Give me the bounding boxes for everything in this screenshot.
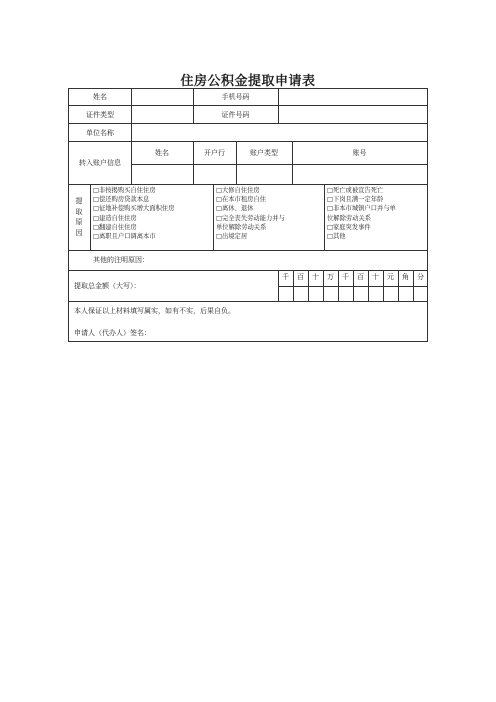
reason-option-continuation: 单位解除劳动关系 bbox=[216, 223, 267, 231]
reason-label bbox=[74, 196, 84, 238]
transfer-header-name: 姓名 bbox=[155, 149, 169, 157]
transfer-header-account-type: 账户类型 bbox=[250, 149, 278, 157]
transfer-bank-field[interactable] bbox=[194, 165, 235, 183]
amount-words-field[interactable] bbox=[159, 272, 277, 300]
row-divider bbox=[69, 270, 427, 271]
application-form bbox=[68, 88, 428, 342]
signature-label: 申请人（代办人）签名： bbox=[74, 329, 151, 337]
phone-field[interactable] bbox=[279, 90, 426, 104]
id-number-field[interactable] bbox=[279, 106, 426, 122]
reason-option[interactable]: □建造自住住房 bbox=[93, 214, 137, 222]
reason-options-col2 bbox=[216, 186, 285, 241]
reason-option[interactable]: □非按揭购买自住住房 bbox=[93, 187, 156, 194]
amount-digits-field[interactable] bbox=[279, 287, 426, 300]
reason-label-char: 因 bbox=[75, 228, 83, 237]
digit-header: 角 bbox=[402, 273, 409, 281]
digit-header: 十 bbox=[372, 273, 379, 281]
reason-options-col3 bbox=[327, 186, 396, 241]
employer-field[interactable] bbox=[132, 124, 426, 140]
digit-header: 万 bbox=[327, 273, 334, 281]
form-title: 住房公积金提取申请表 bbox=[180, 74, 316, 89]
transfer-header-bank: 开户行 bbox=[204, 149, 225, 157]
col-divider bbox=[90, 184, 91, 250]
employer-label: 单位名称 bbox=[86, 129, 114, 137]
digit-header: 千 bbox=[342, 273, 349, 281]
reason-label-char: 取 bbox=[75, 207, 83, 216]
other-reason-field[interactable] bbox=[159, 251, 426, 269]
phone-label: 手机号码 bbox=[221, 93, 250, 101]
row-divider bbox=[69, 184, 427, 185]
reason-option[interactable]: □完全丧失劳动能力并与 bbox=[216, 214, 285, 222]
transfer-header-account-number: 账号 bbox=[352, 149, 367, 157]
name-label: 姓名 bbox=[93, 93, 107, 101]
transfer-label: 转入账户信息 bbox=[79, 159, 121, 167]
digit-header: 百 bbox=[357, 273, 364, 281]
reason-label-char: 提 bbox=[75, 197, 83, 205]
declaration-text: 本人保证以上材料填写属实，如有不实，后果自负。 bbox=[74, 307, 235, 315]
digit-header: 千 bbox=[282, 273, 289, 281]
name-field[interactable] bbox=[132, 90, 192, 104]
reason-option[interactable]: □出境定居 bbox=[216, 232, 248, 240]
col-divider bbox=[213, 184, 214, 250]
reason-label-char: 原 bbox=[75, 218, 83, 226]
id-type-label: 证件类型 bbox=[86, 111, 114, 119]
digit-header: 分 bbox=[417, 273, 424, 281]
digit-header: 十 bbox=[312, 273, 319, 281]
reason-option[interactable]: □家庭突发事件 bbox=[327, 223, 371, 231]
reason-option[interactable]: □征地补偿购买增大面积住房 bbox=[93, 205, 175, 213]
reason-option[interactable]: □死亡或被宣告死亡 bbox=[327, 187, 384, 194]
digit-header: 百 bbox=[297, 273, 304, 281]
reason-option[interactable]: □大修自住住房 bbox=[216, 187, 260, 194]
reason-option[interactable]: □其他 bbox=[327, 232, 346, 240]
reason-option[interactable]: □离职且户口调离本市 bbox=[93, 232, 156, 240]
transfer-account-type-field[interactable] bbox=[237, 165, 291, 183]
row-divider bbox=[69, 141, 427, 142]
reason-option[interactable]: □下岗且满一定年龄 bbox=[327, 196, 384, 204]
transfer-account-number-field[interactable] bbox=[293, 165, 426, 183]
reason-option[interactable]: □非本市城镇户口并与单 bbox=[327, 205, 396, 213]
reason-option-continuation: 位解除劳动关系 bbox=[327, 214, 372, 222]
reason-option[interactable]: □离休、退休 bbox=[216, 205, 254, 213]
col-divider bbox=[324, 184, 325, 250]
signature-field[interactable] bbox=[159, 325, 359, 339]
id-number-label: 证件号码 bbox=[221, 111, 250, 119]
other-reason-label: 其他的注明原因： bbox=[93, 256, 149, 264]
id-type-field[interactable] bbox=[132, 106, 192, 122]
transfer-name-field[interactable] bbox=[132, 165, 192, 183]
reason-option[interactable]: □在本市租房自住 bbox=[216, 196, 267, 204]
row-divider bbox=[69, 301, 427, 302]
amount-label: 提取总金额（大写）： bbox=[74, 282, 141, 290]
reason-option[interactable]: □偿还购房贷款本息 bbox=[93, 196, 150, 204]
reason-options-col1 bbox=[93, 186, 175, 241]
digit-header: 元 bbox=[387, 273, 394, 281]
reason-option[interactable]: □翻建自住住房 bbox=[93, 223, 137, 231]
